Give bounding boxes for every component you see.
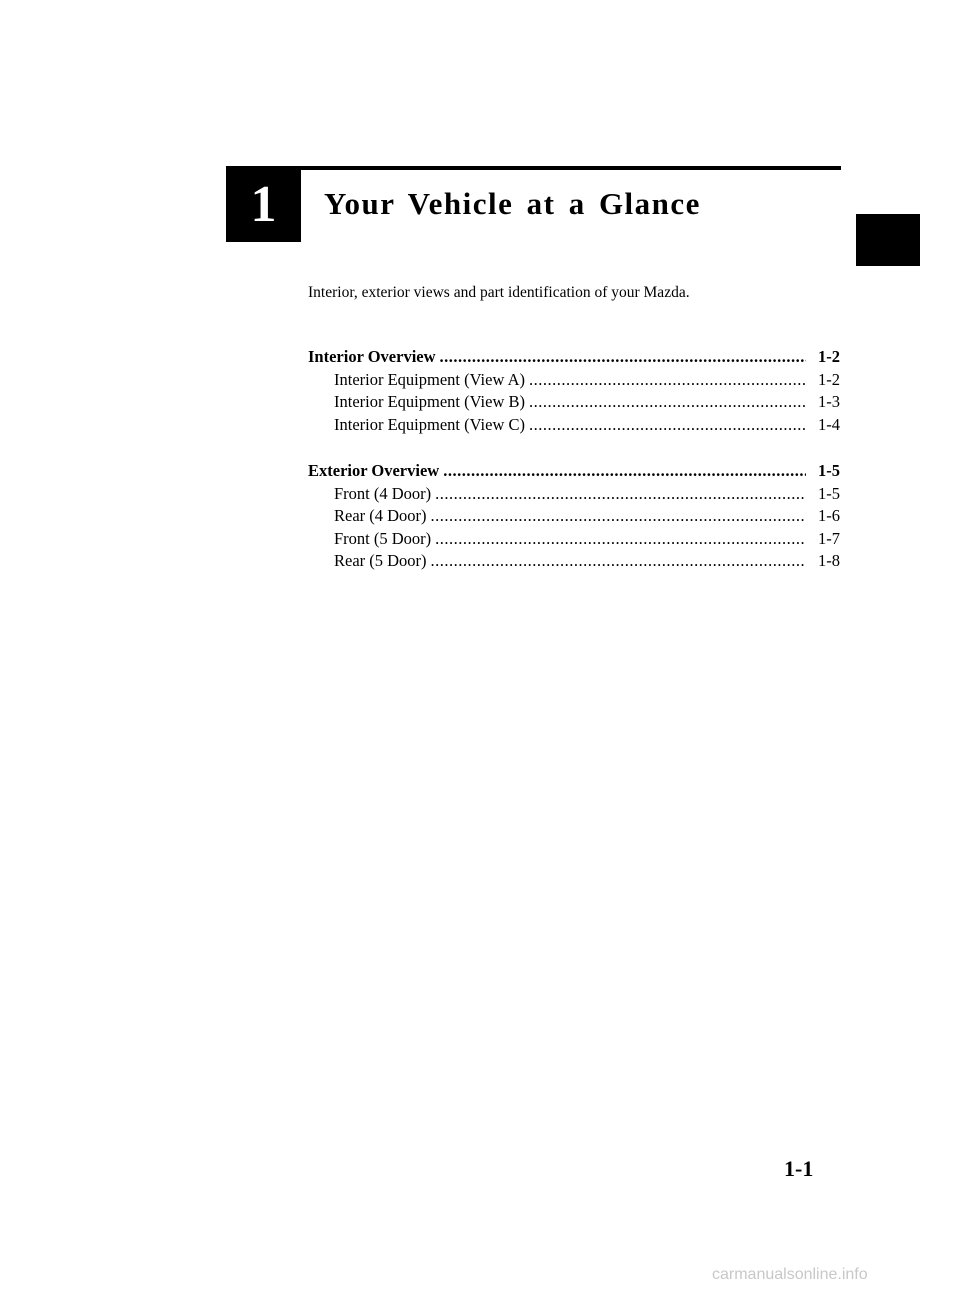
toc-label: Interior Equipment (View A) [334, 369, 525, 389]
watermark-text: carmanualsonline.info [712, 1266, 868, 1283]
chapter-title: Your Vehicle at a Glance [324, 186, 701, 221]
toc-item-front-5-door[interactable] [308, 529, 840, 552]
toc-page: 1-2 [818, 369, 840, 389]
toc-leader-dots [435, 484, 806, 504]
toc-page: 1-6 [818, 506, 840, 525]
toc-page: 1-5 [818, 461, 840, 480]
toc-item-rear-5-door[interactable] [308, 551, 840, 574]
toc-page: 1-3 [818, 392, 840, 411]
toc-page: 1-7 [818, 528, 840, 548]
toc-page: 1-4 [818, 414, 840, 434]
toc-section-interior [308, 347, 840, 437]
toc-leader-dots [529, 392, 806, 412]
toc-leader-dots [431, 551, 806, 571]
toc-leader-dots [440, 347, 806, 367]
toc-heading-exterior-overview[interactable] [308, 461, 840, 484]
header-rule [226, 166, 841, 170]
toc-item-rear-4-door[interactable] [308, 506, 840, 529]
page-number: 1-1 [784, 1156, 814, 1181]
chapter-number-box: 1 [226, 168, 301, 242]
toc-item-front-4-door[interactable] [308, 484, 840, 507]
toc-heading-interior-overview[interactable] [308, 347, 840, 370]
toc-label: Exterior Overview [308, 461, 440, 480]
toc-leader-dots [431, 506, 806, 526]
toc-label: Interior Overview [308, 347, 436, 366]
toc-label: Rear (4 Door) [334, 506, 427, 525]
toc-label: Interior Equipment (View C) [334, 414, 525, 434]
toc-label: Rear (5 Door) [334, 551, 427, 570]
chapter-intro: Interior, exterior views and part identification of your Mazda. [308, 284, 690, 301]
chapter-thumb-tab [856, 214, 920, 266]
toc-section-exterior [308, 461, 840, 574]
toc-label: Interior Equipment (View B) [334, 392, 525, 411]
toc-item-interior-view-b[interactable] [308, 392, 840, 415]
toc-leader-dots [529, 415, 806, 435]
toc-item-interior-view-c[interactable] [308, 415, 840, 438]
toc-leader-dots [529, 370, 806, 390]
table-of-contents [308, 347, 840, 598]
toc-leader-dots [443, 461, 806, 481]
toc-page: 1-5 [818, 483, 840, 503]
toc-leader-dots [435, 529, 806, 549]
toc-label: Front (5 Door) [334, 528, 432, 548]
toc-page: 1-2 [818, 347, 840, 366]
toc-item-interior-view-a[interactable] [308, 370, 840, 393]
toc-label: Front (4 Door) [334, 483, 432, 503]
toc-page: 1-8 [818, 551, 840, 570]
